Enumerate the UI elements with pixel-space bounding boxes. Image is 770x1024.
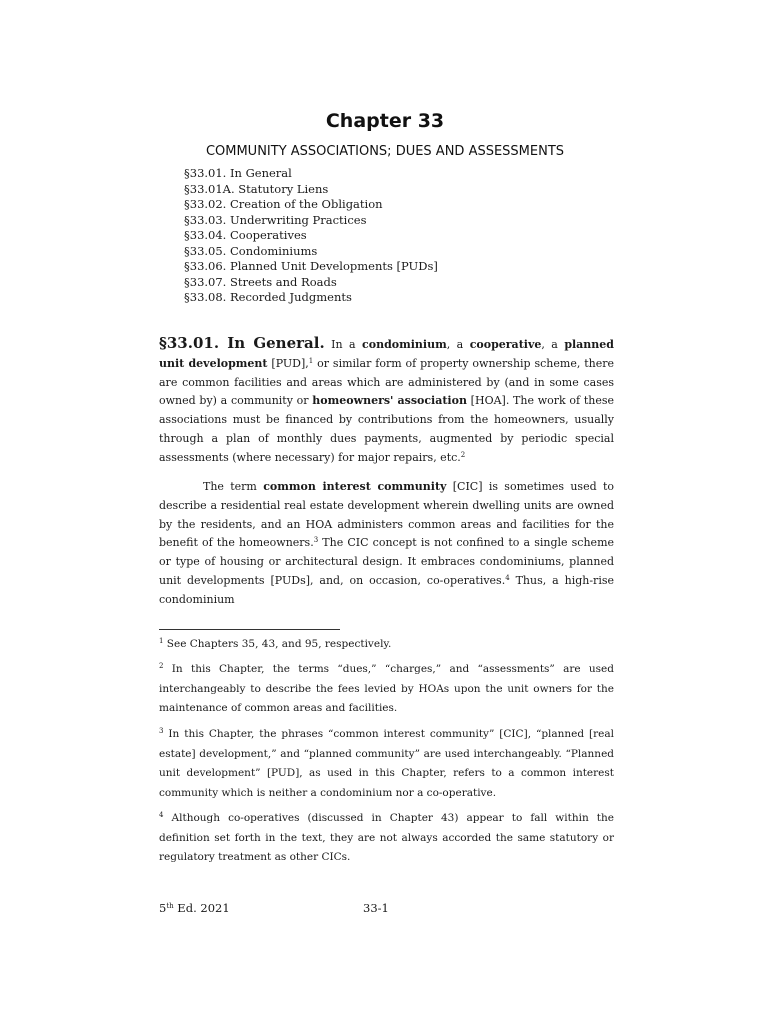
- footnote-number: 1: [159, 637, 164, 645]
- edition-number: 5: [159, 901, 167, 915]
- toc-item: §33.02. Creation of the Obligation: [184, 197, 383, 211]
- footnote-2: [159, 660, 614, 719]
- footnote-ref[interactable]: 2: [460, 450, 466, 459]
- footnote-4: [159, 809, 614, 868]
- page-number: 33-1: [363, 901, 389, 915]
- text-run: In a: [324, 338, 363, 351]
- text-run: , a: [446, 338, 470, 351]
- text-run: [CIC] is sometimes used to describe a residential real estate development wherein dwelling units are owned by the residents, and an HOA administers common areas and facilities for the benefit of the homeowners.: [159, 480, 614, 550]
- defined-term: cooperative: [469, 338, 542, 351]
- edition-label: Ed. 2021: [173, 901, 230, 915]
- section-paragraph-1: [159, 334, 614, 468]
- footnote-ref[interactable]: 3: [313, 536, 319, 545]
- footnote-number: 3: [159, 727, 164, 735]
- footnote-text: In this Chapter, the phrases “common interest community” [CIC], “planned [real estate] development,” and “planned community” are used interchangeably. “Planned unit development” [PUD], as used in this Chapter, refers to a common interest community which is neither a condominium nor a co-operative.: [159, 728, 614, 799]
- text-run: [HOA]. The work of these associations must be financed by contributions from the homeowners, usually through a plan of monthly dues payments, augmented by periodic special assessments (where necessary) for major repairs, etc.: [159, 394, 615, 464]
- footnote-text: In this Chapter, the terms “dues,” “charges,” and “assessments” are used interchangeably to describe the fees levied by HOAs upon the unit owners for the maintenance of common areas and facilities.: [159, 663, 614, 715]
- table-of-contents: [184, 166, 438, 306]
- chapter-subtitle: COMMUNITY ASSOCIATIONS; DUES AND ASSESSMENTS: [205, 144, 565, 159]
- section-heading: §33.01. In General.: [159, 334, 325, 352]
- defined-term: condominium: [362, 338, 447, 351]
- section-paragraph-2: [159, 478, 614, 610]
- text-run: Thus, a high-rise condominium: [159, 573, 614, 606]
- footnote-3: [159, 725, 614, 803]
- chapter-title: Chapter 33: [325, 110, 445, 132]
- edition-ordinal: th: [166, 902, 174, 910]
- footnote-separator: [159, 629, 340, 630]
- toc-item: §33.04. Cooperatives: [184, 228, 307, 242]
- text-run: [PUD],: [267, 356, 309, 370]
- footnote-ref[interactable]: 1: [308, 356, 314, 365]
- defined-term: planned unit development: [159, 338, 614, 370]
- toc-item: §33.05. Condominiums: [184, 243, 318, 258]
- toc-item: §33.01. In General: [184, 166, 292, 180]
- defined-term: homeowners' association: [312, 394, 467, 408]
- footnote-text: See Chapters 35, 43, and 95, respectively.: [163, 638, 392, 650]
- toc-item: §33.08. Recorded Judgments: [184, 290, 352, 304]
- footnote-ref[interactable]: 4: [505, 573, 510, 582]
- toc-item: §33.01A. Statutory Liens: [184, 181, 329, 196]
- footnote-number: 4: [159, 811, 164, 819]
- footer-edition: [159, 901, 230, 915]
- toc-item: §33.06. Planned Unit Developments [PUDs]: [184, 259, 438, 273]
- toc-item: §33.03. Underwriting Practices: [184, 212, 367, 227]
- toc-item: §33.07. Streets and Roads: [184, 274, 337, 289]
- defined-term: common interest community: [263, 480, 447, 493]
- footnote-number: 2: [159, 662, 164, 670]
- text-run: or similar form of property ownership scheme, there are common facilities and areas which are administered by (and in some cases owned by) a community or: [159, 356, 615, 408]
- text-run: The term: [203, 480, 264, 493]
- text-run: The CIC concept is not confined to a single scheme or type of housing or architectural design. It embraces condominiums, planned unit developments [PUDs], and, on occasion, co-operatives.: [159, 536, 615, 587]
- footnote-1: [159, 635, 614, 655]
- footnote-text: Although co-operatives (discussed in Chapter 43) appear to fall within the definition set forth in the text, they are not always accorded the same statutory or regulatory treatment as other CICs.: [159, 812, 614, 864]
- text-run: , a: [541, 338, 565, 351]
